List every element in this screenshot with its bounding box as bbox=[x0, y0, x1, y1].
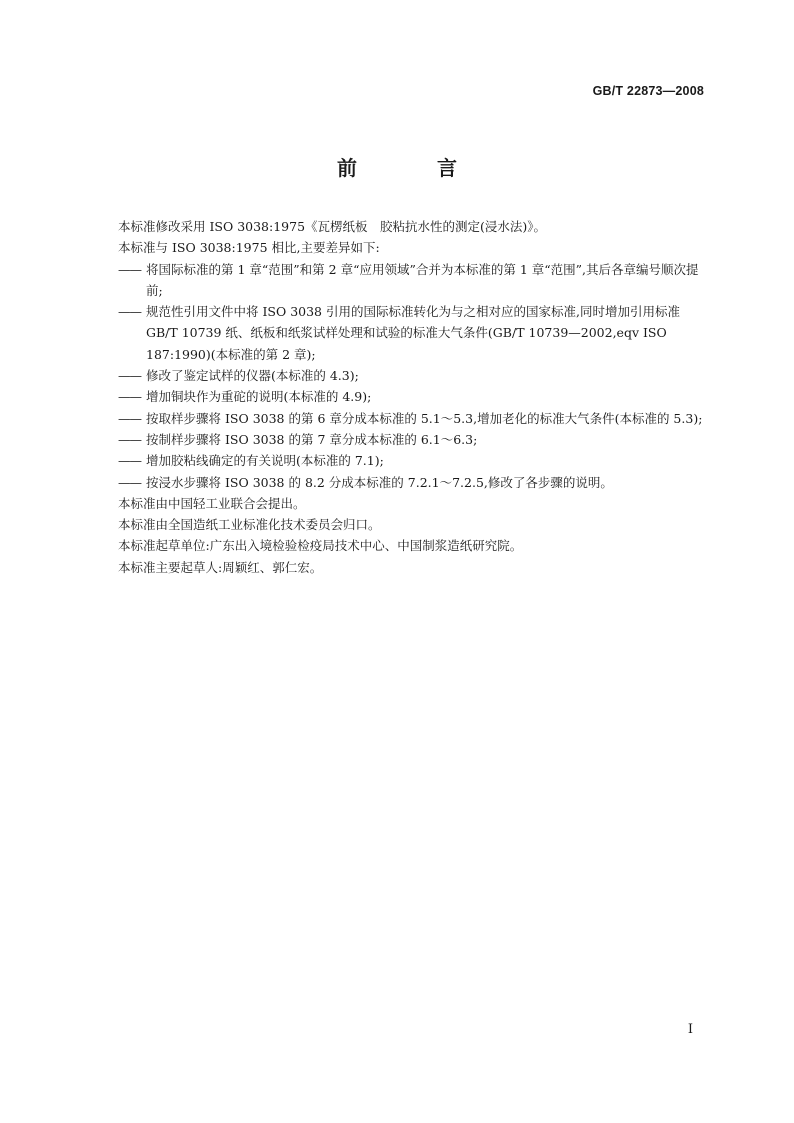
difference-text: 规范性引用文件中将 ISO 3038 引用的国际标准转化为与之相对应的国家标准,同时增加引用标准 GB/T 10739 纸、纸板和纸浆试样处理和试验的标准大气条件(GB/T 10739—2002,eqv ISO 187:1990)(本标准的第 2 章); bbox=[146, 304, 680, 362]
dash-bullet: —— bbox=[118, 453, 141, 469]
difference-text: 修改了鉴定试样的仪器(本标准的 4.3); bbox=[146, 368, 359, 384]
dash-bullet: —— bbox=[118, 368, 141, 384]
difference-item bbox=[118, 386, 708, 407]
difference-item bbox=[118, 365, 708, 386]
difference-item bbox=[118, 408, 708, 429]
dash-bullet: —— bbox=[118, 431, 141, 447]
closing-paragraph: 本标准主要起草人:周颖红、郭仁宏。 bbox=[118, 559, 323, 575]
dash-bullet: —— bbox=[118, 261, 141, 277]
difference-item bbox=[118, 450, 708, 471]
difference-item bbox=[118, 259, 708, 302]
page-title: 前 言 bbox=[337, 156, 487, 180]
intro-paragraph: 本标准与 ISO 3038:1975 相比,主要差异如下: bbox=[118, 240, 380, 256]
closing-paragraph: 本标准由中国轻工业联合会提出。 bbox=[118, 495, 306, 511]
difference-text: 按取样步骤将 ISO 3038 的第 6 章分成本标准的 5.1～5.3,增加老化的标准大气条件(本标准的 5.3); bbox=[146, 410, 703, 426]
dash-bullet: —— bbox=[118, 304, 141, 320]
dash-bullet: —— bbox=[118, 389, 141, 405]
difference-text: 增加铜块作为重砣的说明(本标准的 4.9); bbox=[146, 389, 372, 405]
difference-item bbox=[118, 429, 708, 450]
difference-item bbox=[118, 301, 708, 365]
intro-paragraph: 本标准修改采用 ISO 3038:1975《瓦楞纸板 胶粘抗水性的测定(浸水法)》。 bbox=[118, 219, 547, 234]
standard-number: GB/T 22873—2008 bbox=[592, 84, 704, 98]
difference-text: 按制样步骤将 ISO 3038 的第 7 章分成本标准的 6.1～6.3; bbox=[146, 431, 478, 447]
dash-bullet: —— bbox=[118, 474, 141, 490]
foreword-body bbox=[118, 216, 708, 578]
dash-bullet: —— bbox=[118, 410, 141, 426]
closing-paragraph: 本标准由全国造纸工业标准化技术委员会归口。 bbox=[118, 517, 381, 533]
closing-paragraph: 本标准起草单位:广东出入境检验检疫局技术中心、中国制浆造纸研究院。 bbox=[118, 538, 523, 554]
page-number: I bbox=[687, 1022, 693, 1037]
difference-item bbox=[118, 472, 708, 493]
difference-text: 按浸水步骤将 ISO 3038 的 8.2 分成本标准的 7.2.1～7.2.5,修改了各步骤的说明。 bbox=[146, 474, 613, 490]
difference-text: 增加胶粘线确定的有关说明(本标准的 7.1); bbox=[146, 453, 384, 469]
difference-text: 将国际标准的第 1 章“范围”和第 2 章“应用领域”合并为本标准的第 1 章“范围”,其后各章编号顺次提前; bbox=[146, 261, 699, 298]
